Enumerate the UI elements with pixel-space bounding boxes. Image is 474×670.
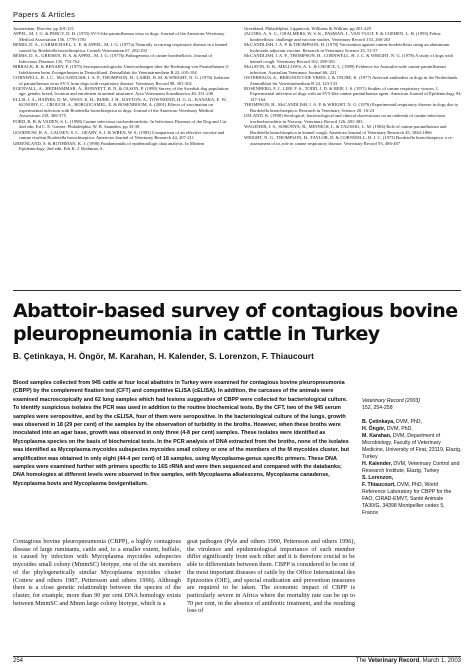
reference-entry: McCANDLISH, I. A. P., THOMPSON, H., CORNWELL, H. J. C. & WRIGHT, N. G. (1978) A study of dogs with kennel cough. Veterinary Record 102, 298-301 [244, 53, 453, 64]
section-header: Papers & Articles [13, 10, 76, 19]
article-authors: B. Çetinkaya, H. Öngör, M. Karahan, H. Kalender, S. Lorenzon, F. Thiaucourt [13, 352, 314, 361]
author-detail: DVM, Department of Microbiology, Faculty of Veterinary Medicine, University of Firat, 23119, Elazig, Turkey [362, 433, 462, 460]
reference-entry: OSTERHAUS, A., BERGNOUT-DE VRIES, J. & TEUBE, K. (1977) Antiviral antibodies in dogs in the Netherlands. Zentralblatt für Veterinärmedizin B 24, 123-133 [244, 75, 459, 86]
page-number: 254 [13, 658, 24, 664]
affiliation-entry [362, 475, 462, 482]
affiliation-entry [362, 419, 462, 426]
journal-name: Veterinary Record [367, 658, 420, 664]
affiliation-entry [362, 482, 462, 517]
citation-volume: 152, 254-258 [362, 405, 393, 411]
author-name: S. Lorenzon, [362, 475, 394, 481]
reference-entry: BIBRACK, B. & BENARY, F. (1975) Seroepizootologische Untersuchungen über die Bedeutung von Parainfluenza-2-Infektionen beim Zwingerhusten in Deutschland. Zentralblatt für Veterinärmedizin B 22, 610-104 [13, 64, 230, 75]
reference-entry: UELAND, K. (1990) Serological, bacteriological and clinical observations on an outbreak of canine infectious tracheobronchitis in Norway. Veterinary Record 126, 481-483 [244, 113, 446, 124]
author-detail: DVM, Veterinary Control and Research Institute, Elazig, Turkey [362, 461, 460, 474]
reference-entry: McGAVIN, D. R., MELLOWS, A. L. & CHOICE, L. (1989) Evidence for Australia-wide canine parainfluenza infection. Australian Veterinary Journal 66, 221 [244, 64, 446, 75]
affiliation-entry [362, 433, 462, 461]
reference-entry: APPEL, M. J. G. & PERCY, D. H. (1970) SV-5-like parainfluenza virus in dogs. Journal of the American Veterinary Medical Association 156, 1778-1781 [13, 31, 225, 42]
references-right-column [244, 26, 462, 146]
article-divider [13, 290, 461, 291]
journal-issue [356, 658, 461, 664]
reference-entry: GOODNOW, R. A., CAUSEY, S. C., GEARY, S. J. & WREN, W. S. (1983) Comparison of an effective vaccine and canine virulent Bordetella bronchiseptica. American Journal of Veterinary Research 44, 207-211 [13, 129, 225, 141]
reference-entry: BEMIS, D. A., GREISEN, H. A. & APPEL, M. J. G. (1977b) Pathogenesis of canine bordetellosis. Journal of Infectious Diseases 135, 753-762 [13, 53, 213, 64]
reference-entry: THOMPSON, H., McCANDLISH, I. A. P. & WRIGHT, N. G. (1976) Experimental respiratory disease in dogs due to Bordetella bronchiseptica. Research in Veterinary Science 20, 16-23 [244, 102, 459, 113]
citation: Veterinary Record (2003) [362, 398, 421, 404]
reference-entry: CORNWELL, H. J. C., McCANDLISH, I. A. P., THOMPSON, H., LAIRD, H. M. & WRIGHT, N. G. (1976) Isolation of parainfluenza virus SV-5 from dogs with respiratory disease. Veterinary Record 98, 301-302 [13, 75, 230, 86]
reference-entry: McCANDLISH, I. A. P. & THOMPSON, H. (1978) Vaccination against canine bordetellosis using an aluminium hydroxide adjuvant vaccine. Research in Veterinary Science 25, 51-57 [244, 42, 450, 53]
body-column-left [13, 538, 181, 607]
author-affiliations [362, 419, 462, 517]
reference-entry: WAGENER, J. S., SOBONYA, R., MINNICH, L. & TAUSSIG, L. M. (1984) Role of canine parainfluenza and Bordetella bronchiseptica in kennel cough. American Journal of Veterinary Research 45, 1862-1866 [244, 124, 447, 135]
reference-entry: Amsterdam, Elsevier. pp 201-211 [13, 26, 75, 31]
page-footer [13, 657, 461, 667]
reference-entry: WRIGHT, N. G., THOMPSON, H., TAYLOR, D. & CORNWELL, H. J. C. (1973) Bordetella bronchiseptica: a re-assessment of its role in canine respiratory disease. Veterinary Record 93, 486-487 [244, 135, 454, 146]
affiliation-entry [362, 461, 462, 475]
author-name: H. Öngör, [362, 426, 386, 432]
author-detail: DVM, PhD, [385, 426, 413, 432]
reference-entry: ELLIS, J. A., HAINES, D. M., WEST, K. H., BURR, J. H., DAYTON, A., TOWNSEND, H. G. G., KANARA, E. W., KONOBY, C., CROUCH, A., BORGOCAMEL, E. & ROSENBOOM, A. (2001) Effects of vaccination on experimental infection with Bordetella bronchiseptica in dogs. Journal of the American Veterinary Medical Association 218, 369-375 [13, 96, 228, 119]
journal-prefix: The [355, 658, 368, 664]
author-name: F. Thiaucourt, [362, 482, 396, 488]
article-title: Abattoir-based survey of contagious bovine pleuropneumonia in cattle in Turkey [13, 300, 458, 345]
body-paragraph: goat pathogen (Pyle and others 1990, Pettersson and others 1996), the virulence and epidemiological importance of each member differ significantly from each other and it is therefore crucial to be able to differentiate between them. CBPP is considered to be one of the most important diseases of cattle by the Office International des Epizooties (OIE), and special eradication and prevention measures are required to be taken. The economic impact of CBPP is particularly severe in Africa where the mortality rate can be up to 70 per cent, in the absence of antibiotic treatment, and the resulting loss of [187, 538, 355, 615]
body-column-middle [187, 538, 355, 615]
reference-entry: GREENLAND, S. & ROTHMAN, K. J. (1998) Fundamentals of epidemiologic data analysis. In Modern Epidemiology. 2nd edn. Eds K. J. Rothman, S. [13, 140, 205, 151]
reference-entry: BEMIS, D. A., CARMICHAEL, L. E. & APPEL, M. J. G. (1977a) Naturally occurring respiratory disease in a kennel caused by Bordetella bronchiseptica. Cornell Veterinarian 67, 282-293 [13, 42, 228, 53]
article-sidebar [362, 398, 462, 517]
reference-entry: Greenland. Philadelphia, Lippincott, Williams & Wilkins. pp 201-229 [244, 26, 371, 31]
author-detail: DVM, PhD, World Reference Laboratory for CBPP for the FAO, CIRAD-EMVT, Santé Animale TA30/G, 34398 Montpellier cedex 5, France [362, 482, 452, 516]
body-paragraph: Contagious bovine pleuropneumonia (CBPP), a highly contagious disease of large ruminants, cattle and, to a smaller extent, buffalo, is caused by infection with Mycoplasma mycoides subspecies mycoides small colony (MmmSC) biotype, one of the six members of the phylogenetically similar Mycoplasma mycoides cluster (Cottew and others 1987, Pettersson and others 1996). Although there is a close genetic relationship between the species of the cluster, for example, more than 90 per cent DNA homology exists between MmmSC and Mmm large colony biotype, which is a [13, 538, 181, 607]
article-abstract: Blood samples collected from 945 cattle at four local abattoirs in Turkey were examined for contagious bovine pleuropneumonia (CBPP) by the complement fixation test (CFT) and competitive ELISA (cELISA). In addition, the carcases of the animals were examined macroscopically and 62 lung samples which had lesions suggestive of CBPP were collected for bacteriological culture. To identify suspicious isolates the PCR was used in addition to the routine biochemical tests. By the CFT, two of the 945 serum samples were seropositive, and by the cELISA, four of them were seropositive. In the bacteriological culture of the lungs, growth was observed in 18 (29 per cent) of the samples by the observation of turbidity in the broths. However, when these broths were inoculated into an agar base, growth was observed in only three (4-8 per cent) samples. These isolates were identified as Mycoplasma species on the basis of biochemical tests. In the PCR analysis of DNA extracted from the broths, none of the isolates was identified as Mycoplasma mycoides subspecies mycoides small colony or one of the members of the M mycoides cluster, but amplification was obtained in only eight (44-4 per cent) of 18 samples, using Mycoplasma-genus specific primers. These DNA samples were examined further with primers specific to 16S rRNA and were then sequenced and compared with the databanks; DNA homologies at different levels were observed in five samples, with Mycoplasma alkalescens, Mycoplasma canadense, Mycoplasma bovis and Mycoplasma bovigenitalium. [13, 380, 350, 487]
author-name: H. Kalender, [362, 461, 392, 467]
author-detail: DVM, PhD, [394, 419, 422, 425]
journal-date: , March 1, 2003 [419, 658, 461, 664]
reference-entry: JACOBS, A. A. C., CHALMERS, W. S. K., PASMAN, J., VAN VUGT, F. & COEHEN, L. H. (1993) Feline bordetellosis: challenge and vaccine studies. Veterinary Record 133, 260-263 [244, 31, 441, 42]
author-name: M. Karahan, [362, 433, 392, 439]
reference-entry: EGENVALL, A., HEDHAMMAR, Å., BONNETT, B. N. & OLSON, P. (1999) Survey of the Swedish dog population: age, gender, breed, location and enrolment in animal insurance. Acta Veterinaria Scandinavica 40, 231-240 [13, 85, 230, 97]
author-name: B. Çetinkaya, [362, 419, 395, 425]
references-left-column [13, 26, 230, 151]
reference-entry: FORD, R. B. & VADEN, S. L. (1998) Canine infectious tracheobronchitis. In Infectious Diseases of the Dog and Cat. 2nd edn. Ed C. E. Greene. Philadelphia, W. B. Saunders. pp 33-38 [13, 118, 228, 130]
header-rule [13, 21, 461, 22]
affiliation-entry [362, 426, 462, 433]
reference-entry: ROSENBERG, F. J., LIEF, F. S., TODD, J. D. & REIF, J. S. (1971) Studies of canine respiratory viruses. I. Experimental infection of dogs with an SV5-like canine parainfluenza agent. American Journal of Epidemiology 94, 147-164 [244, 85, 462, 102]
